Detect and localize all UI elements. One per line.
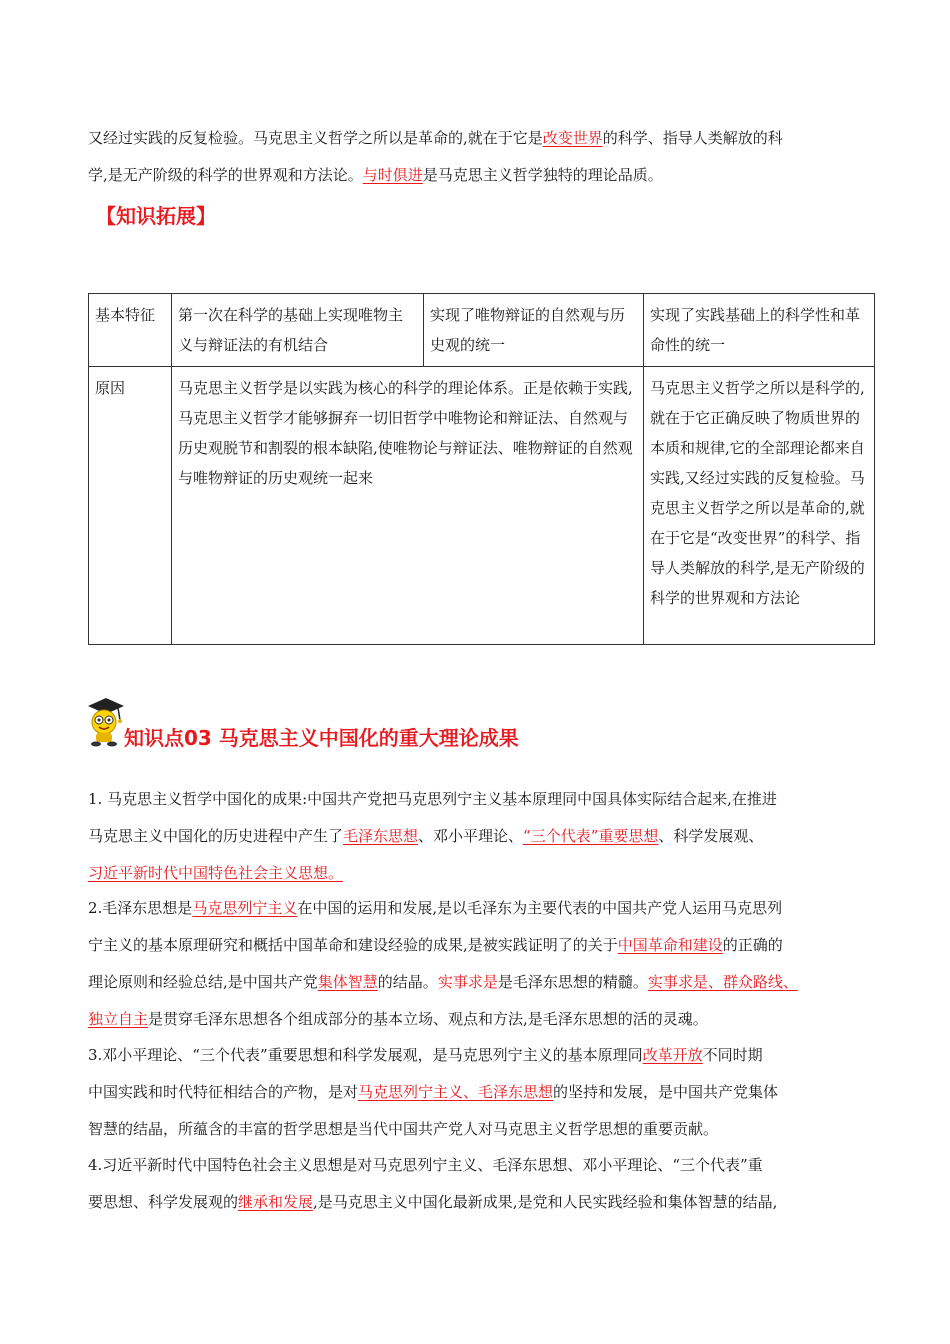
table-cell: 马克思主义哲学之所以是科学的,就在于它正确反映了物质世界的本质和规律,它的全部理论都来自实践,又经过实践的反复检验。马克思主义哲学之所以是革命的,就在于它是“改变世界”的科学、指导人类解放的科学,是无产阶级的科学的世界观和方法论 (644, 367, 875, 645)
text: 是毛泽东思想的精髓。 (497, 973, 648, 991)
keyword: “三个代表”重要思想 (523, 827, 659, 845)
p1-line-3 (88, 863, 343, 883)
p3-line-1 (88, 1045, 763, 1065)
p3-line-3: 智慧的结晶，所蕴含的丰富的哲学思想是当代中国共产党人对马克思主义哲学思想的重要贡献。 (88, 1120, 719, 1138)
p3-line-2 (88, 1082, 778, 1102)
table-row (89, 294, 875, 367)
keyword: 继承和发展 (238, 1193, 314, 1211)
p2-line-4 (88, 1009, 708, 1029)
table-cell: 第一次在科学的基础上实现唯物主义与辩证法的有机结合 (172, 294, 424, 367)
text: 不同时期 (702, 1046, 763, 1064)
text: 的科学、指导人类解放的科 (602, 129, 783, 147)
text: 又经过实践的反复检验。马克思主义哲学之所以是革命的,就在于它是 (88, 129, 543, 147)
text: 中国实践和时代特征相结合的产物，是对 (88, 1083, 359, 1101)
keyword: 实事求是 (437, 973, 498, 991)
knowledge-point-title: 知识点03 马克思主义中国化的重大理论成果 (124, 726, 519, 750)
text: 是马克思主义哲学独特的理论品质。 (422, 166, 663, 184)
keyword: 毛泽东思想 (343, 827, 419, 845)
text: 是贯穿毛泽东思想各个组成部分的基本立场、观点和方法,是毛泽东思想的活的灵魂。 (148, 1010, 708, 1028)
text: 的坚持和发展，是中国共产党集体 (553, 1083, 779, 1101)
text: 、邓小平理论、 (418, 827, 524, 845)
p4-line-2 (88, 1192, 777, 1212)
intro-line-2 (88, 165, 663, 185)
text: 的结晶。 (377, 973, 438, 991)
text: 2.毛泽东思想是 (88, 899, 193, 917)
text: 、科学发展观、 (658, 827, 764, 845)
p1-line-1: 1. 马克思主义哲学中国化的成果:中国共产党把马克思列宁主义基本原理同中国具体实际结合起来,在推进 (88, 790, 777, 808)
text: 的正确的 (722, 936, 783, 954)
text: 学,是无产阶级的科学的世界观和方法论。 (88, 166, 363, 184)
text: 3.邓小平理论、“三个代表”重要思想和科学发展观，是马克思列宁主义的基本原理同 (88, 1046, 643, 1064)
intro-line-1 (88, 128, 783, 148)
mascot-icon (84, 696, 128, 748)
p2-line-3 (88, 972, 798, 992)
text: ,是马克思主义中国化最新成果,是党和人民实践经验和集体智慧的结晶, (313, 1193, 778, 1211)
table-cell: 原因 (89, 367, 172, 645)
keyword: 改变世界 (542, 129, 603, 147)
keyword: 与时俱进 (362, 166, 423, 184)
table-cell: 基本特征 (89, 294, 172, 367)
table-cell: 马克思主义哲学是以实践为核心的科学的理论体系。正是依赖于实践,马克思主义哲学才能够摒弃一切旧哲学中唯物论和辩证法、自然观与历史观脱节和割裂的根本缺陷,使唯物论与辩证法、唯物辩证的自然观与唯物辩证的历史观统一起来 (172, 367, 644, 645)
knowledge-table (88, 293, 875, 645)
section-heading: 【知识拓展】 (96, 204, 216, 228)
p4-line-1: 4.习近平新时代中国特色社会主义思想是对马克思列宁主义、毛泽东思想、邓小平理论、“三个代表”重 (88, 1156, 763, 1174)
table-cell: 实现了实践基础上的科学性和革命性的统一 (644, 294, 875, 367)
keyword: 习近平新时代中国特色社会主义思想。 (88, 864, 344, 882)
p1-line-2 (88, 826, 763, 846)
keyword: 马克思列宁主义 (192, 899, 298, 917)
keyword: 独立自主 (88, 1010, 149, 1028)
p2-line-2 (88, 935, 783, 955)
keyword: 集体智慧 (317, 973, 378, 991)
text: 理论原则和经验总结,是中国共产党 (88, 973, 318, 991)
table-row (89, 367, 875, 645)
text: 要思想、科学发展观的 (88, 1193, 239, 1211)
text: 宁主义的基本原理研究和概括中国革命和建设经验的成果,是被实践证明了的关于 (88, 936, 618, 954)
text: 在中国的运用和发展,是以毛泽东为主要代表的中国共产党人运用马克思列 (297, 899, 783, 917)
keyword: 中国革命和建设 (617, 936, 723, 954)
keyword: 改革开放 (642, 1046, 703, 1064)
keyword: 实事求是、群众路线、 (647, 973, 798, 991)
keyword: 马克思列宁主义、毛泽东思想 (358, 1083, 554, 1101)
text: 马克思主义中国化的历史进程中产生了 (88, 827, 344, 845)
table-cell: 实现了唯物辩证的自然观与历史观的统一 (424, 294, 644, 367)
p2-line-1 (88, 898, 782, 918)
